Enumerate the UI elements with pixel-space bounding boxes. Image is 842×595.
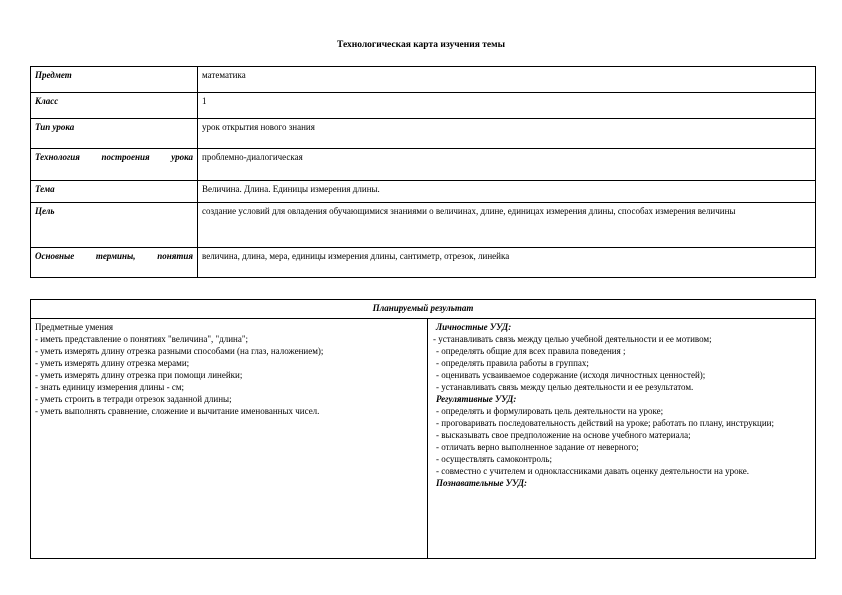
subject-skill-item: - уметь измерять длину отрезка при помощи линейки; (35, 370, 243, 380)
regulative-uud-item: - проговаривать последовательность действий на уроке; работать по плану, инструкции; (436, 418, 774, 428)
personal-uud-item: - устанавливать связь между целью деятельности и ее результатом. (436, 382, 694, 392)
regulative-uud-item: - определять и формулировать цель деятельности на уроке; (436, 406, 664, 416)
info-label-goal: Цель (31, 203, 198, 248)
results-header-row (31, 300, 816, 319)
info-label-subject: Предмет (31, 67, 198, 93)
personal-uud-title: Личностные УУД: (436, 322, 512, 332)
results-header: Планируемый результат (31, 300, 816, 319)
info-row (31, 119, 816, 149)
subject-skills-title: Предметные умения (35, 322, 114, 332)
info-label-class: Класс (31, 93, 198, 119)
info-label-technology: Технология построения урока (31, 149, 198, 181)
info-value-subject: математика (198, 67, 816, 93)
info-label-topic: Тема (31, 181, 198, 203)
results-body-row (31, 319, 816, 559)
document-title: Технологическая карта изучения темы (336, 40, 505, 50)
info-value-topic: Величина. Длина. Единицы измерения длины. (198, 181, 816, 203)
personal-uud-item: - определять общие для всех правила поведения ; (436, 346, 626, 356)
lesson-info-table (30, 66, 816, 278)
regulative-uud-title: Регулятивные УУД: (436, 394, 517, 404)
info-value-goal: создание условий для овладения обучающимися знаниями о величинах, длине, единицах измерения длины, способах измерения величины (198, 203, 816, 248)
planned-results-table (30, 299, 816, 559)
subject-skill-item: - уметь измерять длину отрезка разными способами (на глаз, наложением); (35, 346, 324, 356)
regulative-uud-item: - отличать верно выполненное задание от неверного; (436, 442, 639, 452)
personal-uud-item: - оценивать усваиваемое содержание (исходя личностных ценностей); (436, 370, 706, 380)
info-row (31, 67, 816, 93)
uud-cell (428, 319, 816, 559)
info-label-lesson-type: Тип урока (31, 119, 198, 149)
subject-skill-item: - иметь представление о понятиях "величина", "длина"; (35, 334, 249, 344)
cognitive-uud-title: Познавательные УУД: (436, 478, 528, 488)
info-value-lesson-type: урок открытия нового знания (198, 119, 816, 149)
subject-skill-item: - знать единицу измерения длины - см; (35, 382, 185, 392)
subject-skill-item: - уметь измерять длину отрезка мерами; (35, 358, 190, 368)
info-row (31, 203, 816, 248)
subject-skill-item: - уметь строить в тетради отрезок заданной длины; (35, 394, 232, 404)
personal-uud-item: - устанавливать связь между целью учебной деятельности и ее мотивом; (433, 334, 712, 344)
info-row (31, 181, 816, 203)
info-row (31, 93, 816, 119)
subject-skills-cell (31, 319, 428, 559)
personal-uud-item: - определять правила работы в группах; (436, 358, 589, 368)
info-row (31, 248, 816, 278)
info-value-class: 1 (198, 93, 816, 119)
regulative-uud-item: - осуществлять самоконтроль; (436, 454, 553, 464)
info-value-terms: величина, длина, мера, единицы измерения длины, сантиметр, отрезок, линейка (198, 248, 816, 278)
regulative-uud-item: - высказывать свое предположение на основе учебного материала; (436, 430, 691, 440)
info-row (31, 149, 816, 181)
info-label-terms: Основные термины, понятия (31, 248, 198, 278)
info-value-technology: проблемно-диалогическая (198, 149, 816, 181)
regulative-uud-item: - совместно с учителем и одноклассниками давать оценку деятельности на уроке. (436, 466, 749, 476)
subject-skill-item: - уметь выполнять сравнение, сложение и вычитание именованных чисел. (35, 406, 320, 416)
